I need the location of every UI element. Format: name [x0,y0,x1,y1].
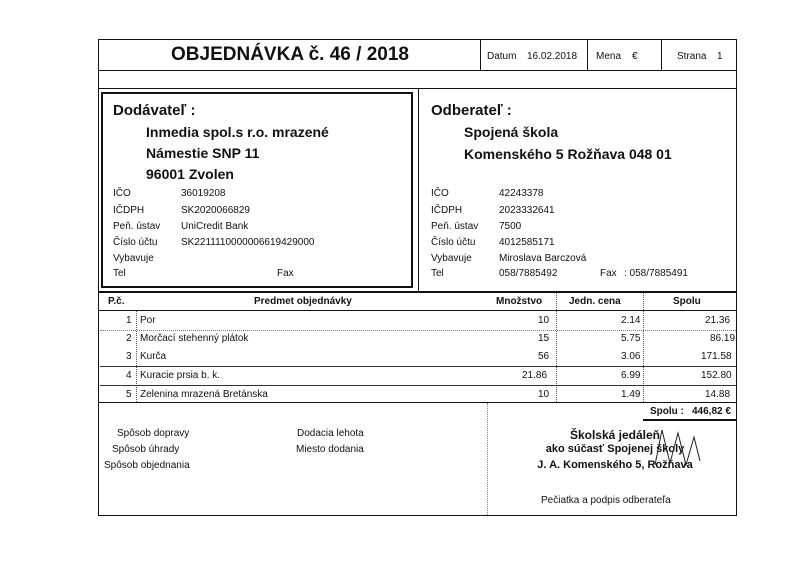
row-number: 2 [126,333,132,344]
divider [418,89,419,291]
total-label: Spolu : [650,406,684,417]
row-item: Kuracie prsia b. k. [140,370,221,381]
delivery-term-label: Dodacia lehota [297,428,364,439]
supplier-field-value: 36019208 [181,188,226,199]
row-unit-price: 6.99 [621,370,641,381]
currency-value: € [632,51,638,62]
customer-field-label: Peň. ústav [431,221,479,232]
divider [587,40,588,70]
supplier-field-label: IČO [113,188,131,199]
row-number: 4 [126,370,132,381]
customer-field-value: Miroslava Barczová [499,253,587,264]
customer-field-label: IČDPH [431,205,463,216]
customer-field-value: 42243378 [499,188,544,199]
ordering-label: Spôsob objednania [104,460,190,471]
row-item: Zelenina mrazená Bretánska [140,389,268,400]
divider [480,40,481,70]
supplier-field-value: UniCredit Bank [181,221,249,232]
column-header: Spolu [673,296,701,307]
signature-icon [650,425,710,475]
customer-fax-label: Fax [600,268,617,279]
row-quantity: 21.86 [522,370,548,381]
date-value: 16.02.2018 [527,51,578,62]
stamp-line: J. A. Komenského 5, Rožňava [537,459,693,471]
row-unit-price: 2.14 [621,315,641,326]
date-label: Datum [487,51,517,62]
row-unit-price: 1.49 [621,389,641,400]
table-row [100,366,736,386]
supplier-field-label: Vybavuje [113,253,154,264]
customer-field-label: Vybavuje [431,253,472,264]
supplier-field-label: Peň. ústav [113,221,161,232]
customer-field-label: Číslo účtu [431,237,476,248]
row-total: 86.19 [710,333,736,344]
table-row [100,311,736,331]
stamp-line: ako súčasť Spojenej školy [545,443,685,455]
customer-field-value: 7500 [499,221,522,232]
divider [98,292,737,293]
divider [98,402,737,403]
signature-label: Pečiatka a podpis odberateľa [541,495,671,506]
row-total: 152.80 [701,370,732,381]
supplier-name: Inmedia spol.s r.o. mrazené [146,124,329,140]
table-row [100,347,736,367]
row-number: 3 [126,351,132,362]
row-item: Morčací stehenný plátok [140,333,249,344]
row-quantity: 10 [538,389,550,400]
transport-label: Spôsob dopravy [117,428,190,439]
page-number: 1 [717,51,723,62]
row-quantity: 56 [538,351,550,362]
customer-field-value: 4012585171 [499,237,555,248]
supplier-tel-label: Tel [113,268,126,279]
row-total: 21.36 [705,315,731,326]
supplier-street: Námestie SNP 11 [146,145,260,161]
column-header: Množstvo [496,296,543,307]
supplier-field-label: Číslo účtu [113,237,158,248]
customer-address: Komenského 5 Rožňava 048 01 [464,146,672,162]
total-value: 446,82 € [692,406,731,417]
currency-label: Mena [596,51,622,62]
table-row [100,329,736,348]
divider [661,40,662,70]
row-quantity: 15 [538,333,550,344]
page-title: OBJEDNÁVKA č. 46 / 2018 [171,44,409,65]
supplier-heading: Dodávateľ : [113,102,196,119]
row-unit-price: 3.06 [621,351,641,362]
row-number: 5 [126,389,132,400]
stamp-line: Školská jedáleň [569,428,661,442]
column-header: Jedn. cena [569,296,621,307]
row-unit-price: 5.75 [621,333,641,344]
supplier-fax-label: Fax [277,268,294,279]
supplier-field-value: SK2211110000006619429000 [181,237,315,248]
supplier-field-value: SK2020066829 [181,205,250,216]
supplier-field-label: IČDPH [113,205,145,216]
column-header: P.č. [108,296,125,307]
supplier-city: 96001 Zvolen [146,166,234,182]
row-total: 14.88 [705,389,731,400]
payment-label: Spôsob úhrady [112,444,180,455]
customer-fax-value: : 058/7885491 [624,268,688,279]
row-number: 1 [126,315,132,326]
page-label: Strana [677,51,707,62]
row-item: Kurča [140,351,167,362]
column-header: Predmet objednávky [254,296,352,307]
customer-tel-value: 058/7885492 [499,268,558,279]
customer-field-label: IČO [431,188,449,199]
row-quantity: 10 [538,315,550,326]
customer-field-value: 2023332641 [499,205,555,216]
row-item: Por [140,315,156,326]
divider [487,403,488,515]
row-total: 171.58 [701,351,732,362]
customer-tel-label: Tel [431,268,444,279]
delivery-place-label: Miesto dodania [296,444,364,455]
customer-name: Spojená škola [464,124,559,140]
customer-heading: Odberateľ : [431,102,512,119]
